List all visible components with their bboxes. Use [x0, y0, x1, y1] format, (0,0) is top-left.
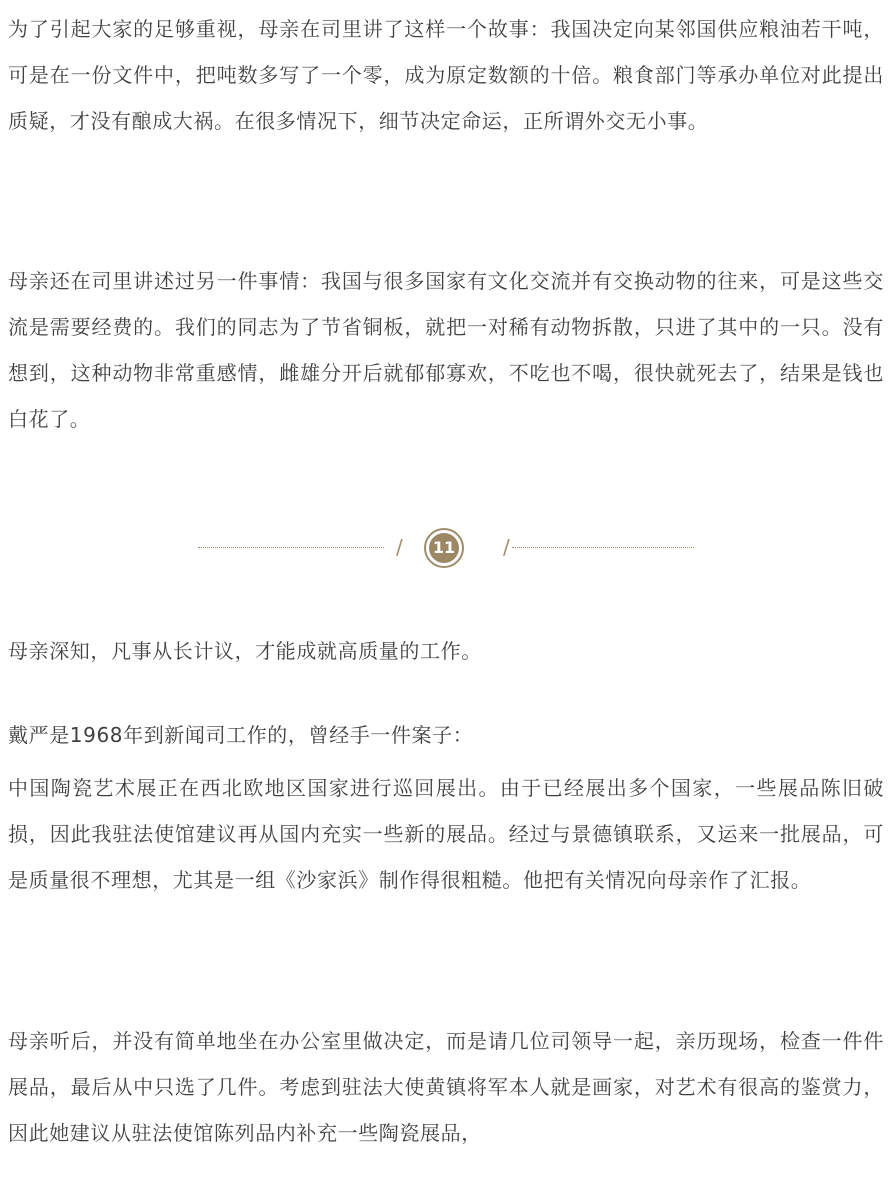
paragraph-mother-inspection: 母亲听后，并没有简单地坐在办公室里做决定，而是请几位司领导一起，亲历现场，检查一件件展品，最后从中只选了几件。考虑到驻法大使黄镇将军本人就是画家，对艺术有很高的鉴赏力，因此她建议从驻法使馆陈列品内补充一些陶瓷展品， [8, 1029, 884, 1145]
section-number-badge [424, 528, 464, 568]
section-number: 11 [429, 533, 459, 563]
paragraph-dai-yan-intro: 戴严是1968年到新闻司工作的，曾经手一件案子： [8, 723, 474, 747]
divider-dotted-line-left [198, 547, 384, 548]
section-divider [0, 526, 892, 574]
divider-slash-left: / [396, 535, 403, 559]
paragraph-ceramics-exhibition: 中国陶瓷艺术展正在西北欧地区国家进行巡回展出。由于已经展出多个国家，一些展品陈旧破损，因此我驻法使馆建议再从国内充实一些新的展品。经过与景德镇联系，又运来一批展品，可是质量很不理想，尤其是一组《沙家浜》制作得很粗糙。他把有关情况向母亲作了汇报。 [8, 776, 884, 892]
divider-dotted-line-right [512, 547, 694, 548]
paragraph-long-term-planning: 母亲深知，凡事从长计议，才能成就高质量的工作。 [8, 639, 482, 663]
paragraph-grain-story: 为了引起大家的足够重视，母亲在司里讲了这样一个故事：我国决定向某邻国供应粮油若干吨，可是在一份文件中，把吨数多写了一个零，成为原定数额的十倍。粮食部门等承办单位对此提出质疑，才没有酿成大祸。在很多情况下，细节决定命运，正所谓外交无小事。 [8, 17, 884, 133]
divider-slash-right: / [503, 535, 510, 559]
paragraph-animal-story: 母亲还在司里讲述过另一件事情：我国与很多国家有文化交流并有交换动物的往来，可是这些交流是需要经费的。我们的同志为了节省铜板，就把一对稀有动物拆散，只进了其中的一只。没有想到，这种动物非常重感情，雌雄分开后就郁郁寡欢，不吃也不喝，很快就死去了，结果是钱也白花了。 [8, 269, 884, 431]
